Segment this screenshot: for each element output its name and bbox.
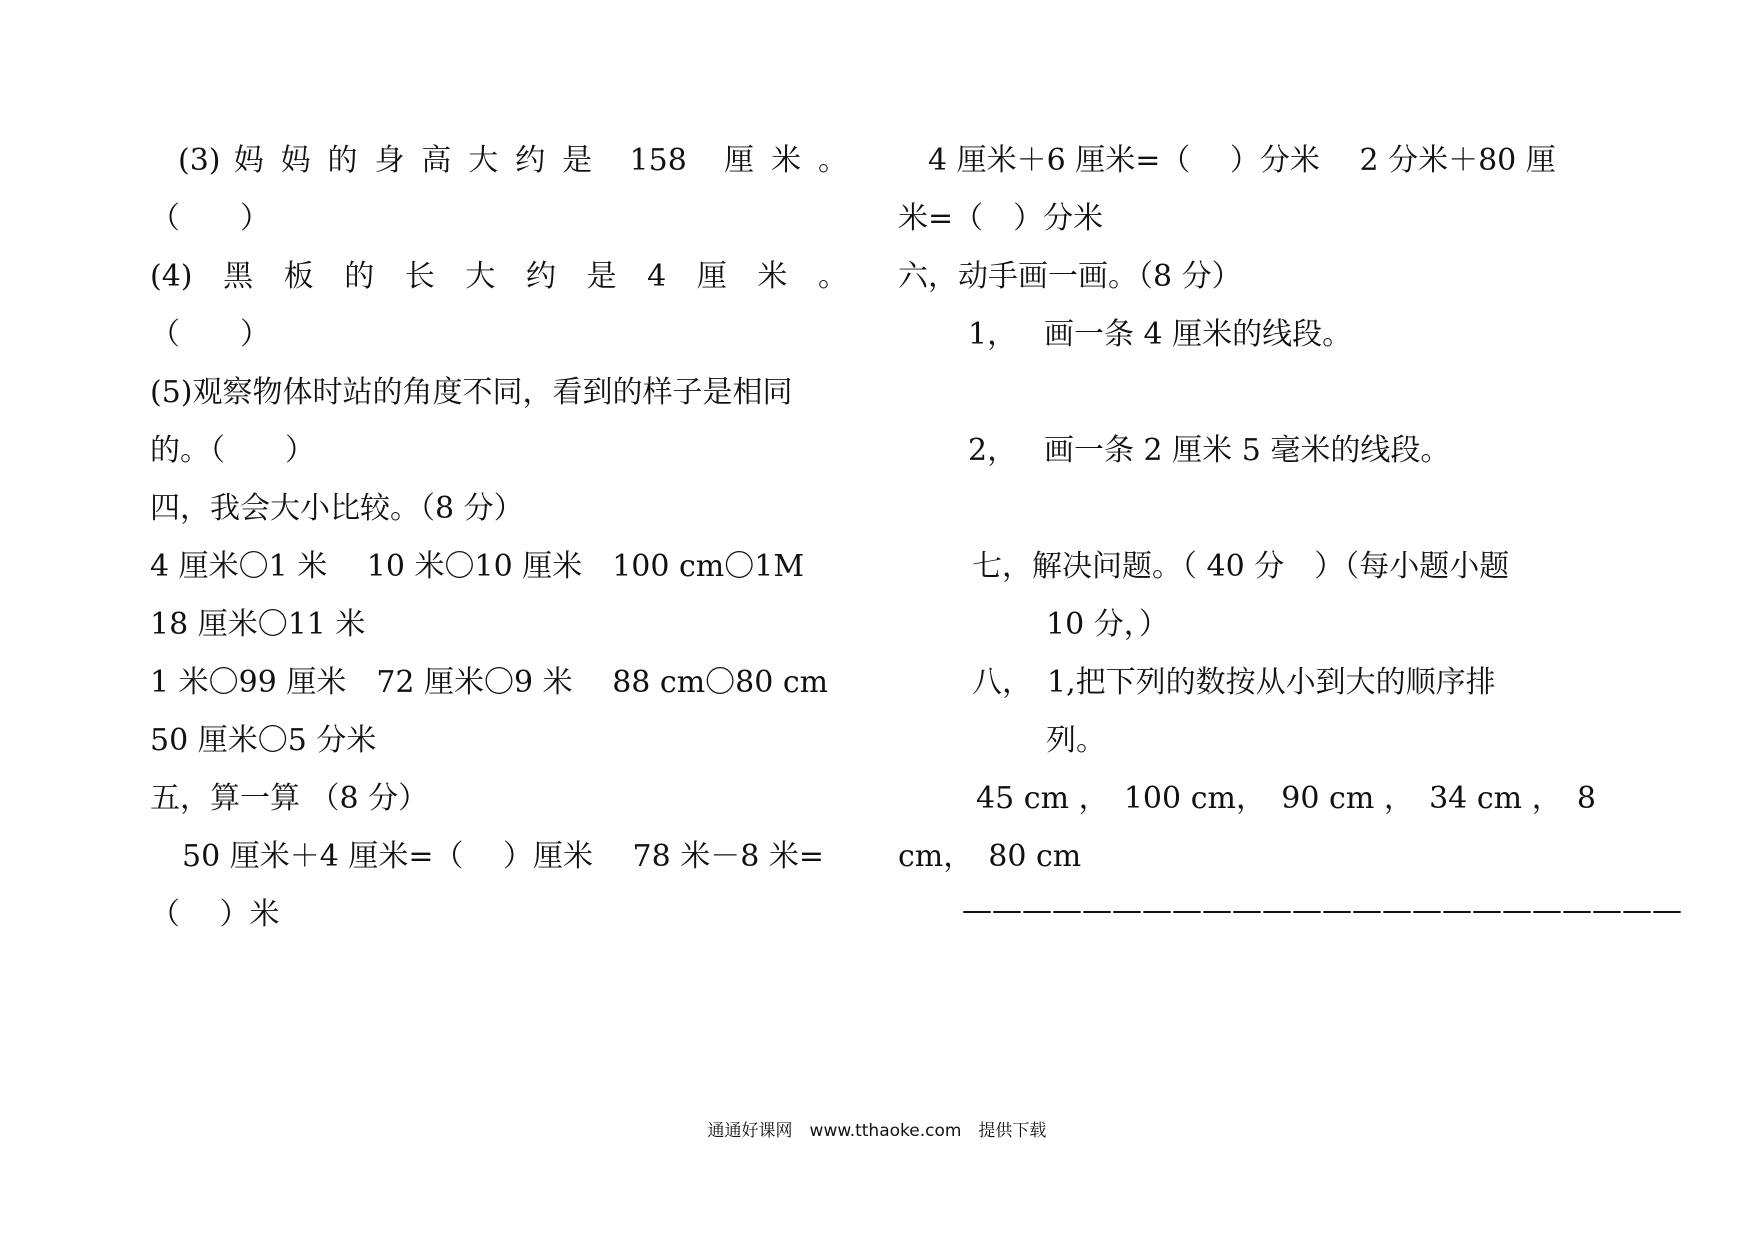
compare-row-2: 18 厘米〇11 米 — [150, 607, 366, 642]
section-7-title: 七，解决问题。（ 40 分 ）（每小题小题 — [972, 549, 1510, 584]
calc-row-2: （ ）米 — [150, 897, 280, 932]
section-8-title: 八， 1,把下列的数按从小到大的顺序排 — [972, 665, 1496, 700]
draw-item-1-text: 画一条 4 厘米的线段。 — [1044, 317, 1353, 352]
section-5-title: 五，算一算 （8 分） — [150, 781, 429, 816]
calc-row-1: 50 厘米＋4 厘米=（ ）厘米 78 米－8 米= — [182, 839, 825, 874]
q5-statement-line1: (5)观察物体时站的角度不同，看到的样子是相同 — [150, 375, 793, 410]
q4-answer-paren[interactable]: （ ） — [150, 317, 270, 352]
section-8-subtitle: 列。 — [1046, 723, 1106, 758]
q4-statement: (4) 黑 板 的 长 大 约 是 4 厘 米 。 — [150, 259, 848, 294]
numbers-row-2: cm， 80 cm — [898, 839, 1082, 874]
q5-statement-line2: 的。（ ） — [150, 433, 315, 468]
calc-row-4: 米=（ ）分米 — [898, 201, 1104, 236]
compare-row-1: 4 厘米〇1 米 10 米〇10 厘米 100 cm〇1M — [150, 549, 805, 584]
section-6-title: 六，动手画一画。（8 分） — [898, 259, 1242, 294]
draw-item-1-number: 1， — [968, 317, 1018, 352]
numbers-row-1: 45 cm ， 100 cm， 90 cm ， 34 cm ， 8 — [976, 781, 1596, 816]
footer-credit: 通通好课网 www.tthaoke.com 提供下载 — [707, 1121, 1047, 1141]
compare-row-3: 1 米〇99 厘米 72 厘米〇9 米 88 cm〇80 cm — [150, 665, 829, 700]
section-7-subtitle: 10 分，） — [1046, 607, 1169, 642]
draw-item-2-text: 画一条 2 厘米 5 毫米的线段。 — [1044, 433, 1451, 468]
calc-row-3: 4 厘米＋6 厘米=（ ）分米 2 分米＋80 厘 — [928, 143, 1556, 178]
q3-answer-paren[interactable]: （ ） — [150, 201, 270, 236]
answer-blank-line[interactable]: ———————————————————————— — [962, 893, 1682, 928]
section-4-title: 四，我会大小比较。（8 分） — [150, 491, 524, 526]
draw-item-2-number: 2， — [968, 433, 1018, 468]
q3-statement: (3) 妈 妈 的 身 高 大 约 是 158 厘 米 。 — [178, 143, 848, 178]
compare-row-4: 50 厘米〇5 分米 — [150, 723, 377, 758]
